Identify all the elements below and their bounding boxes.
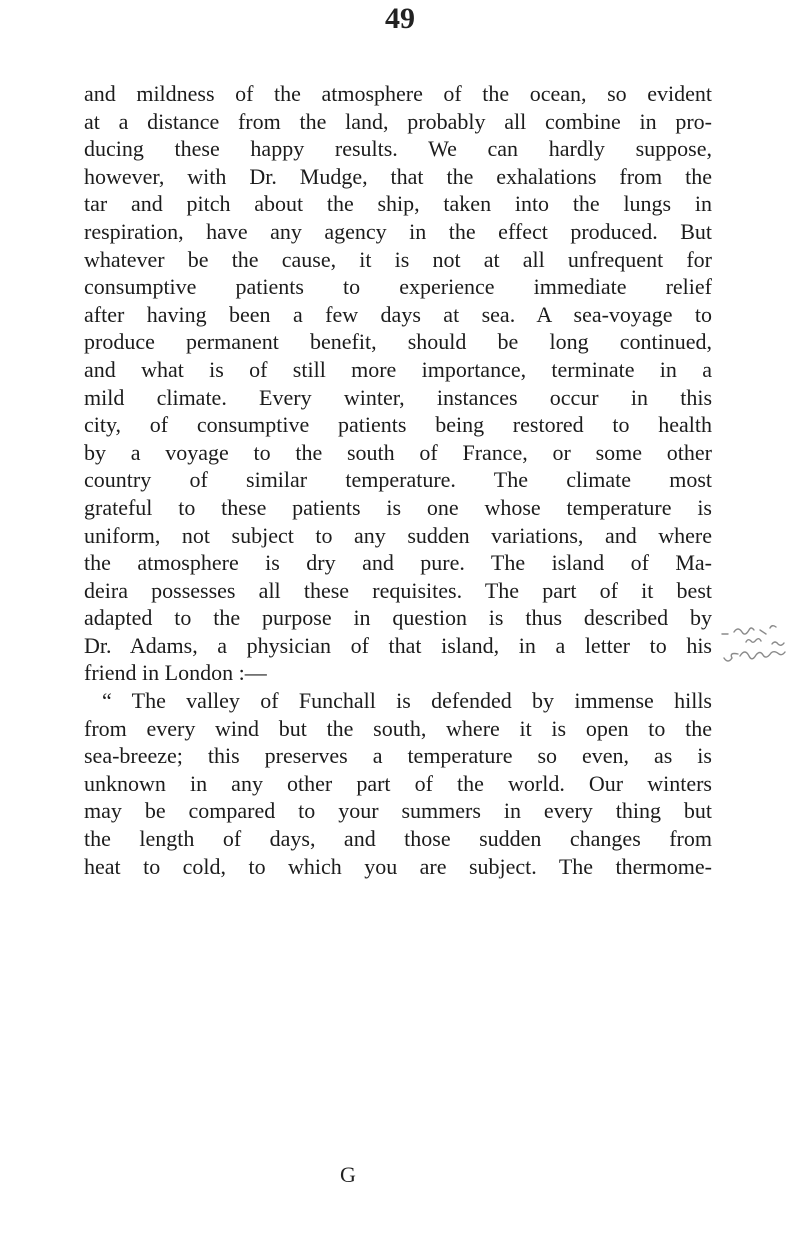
- printer-signature-mark: G: [340, 1162, 356, 1187]
- text-line: and what is of still more importance, terminate in a: [84, 356, 712, 382]
- text-line: and mildness of the atmosphere of the ocean, so evident: [84, 81, 712, 106]
- text-line: consumptive patients to experience immediate relief: [84, 274, 712, 300]
- text-line: grateful to these patients is one whose temperature is: [84, 494, 712, 520]
- text-line: friend in London :—: [84, 660, 267, 686]
- handwritten-margin-note: [716, 612, 800, 680]
- quote-line: “ The valley of Funchall is defended by immense hills: [102, 688, 712, 714]
- page-number: 49: [385, 2, 415, 35]
- text-line: adapted to the purpose in question is thus described by: [84, 605, 712, 631]
- text-line: the atmosphere is dry and pure. The island of Ma-: [84, 550, 712, 576]
- text-line: however, with Dr. Mudge, that the exhalations from the: [84, 163, 712, 189]
- text-line: city, of consumptive patients being restored to health: [84, 412, 712, 438]
- text-line: ducing these happy results. We can hardly suppose,: [84, 136, 712, 162]
- text-line: by a voyage to the south of France, or some other: [84, 439, 712, 465]
- quote-line: sea-breeze; this preserves a temperature so even, as is: [84, 743, 712, 769]
- quote-line: heat to cold, to which you are subject. The thermome-: [84, 853, 712, 879]
- text-line: after having been a few days at sea. A sea-voyage to: [84, 301, 712, 327]
- text-line: deira possesses all these requisites. The part of it best: [84, 577, 712, 603]
- quote-line: from every wind but the south, where it is open to the: [84, 715, 712, 741]
- text-line: tar and pitch about the ship, taken into the lungs in: [84, 191, 712, 217]
- text-line: at a distance from the land, probably all combine in pro-: [84, 108, 712, 134]
- text-line: whatever be the cause, it is not at all unfrequent for: [84, 246, 712, 272]
- text-line: produce permanent benefit, should be long continued,: [84, 329, 712, 355]
- text-line: uniform, not subject to any sudden variations, and where: [84, 522, 712, 548]
- text-line: respiration, have any agency in the effect produced. But: [84, 218, 712, 244]
- quote-line: may be compared to your summers in every thing but: [84, 798, 712, 824]
- body-text: [84, 80, 712, 880]
- quote-line: the length of days, and those sudden changes from: [84, 826, 712, 852]
- text-line: country of similar temperature. The climate most: [84, 467, 712, 493]
- text-line: mild climate. Every winter, instances occur in this: [84, 384, 712, 410]
- quote-line: unknown in any other part of the world. Our winters: [84, 770, 712, 796]
- text-line: Dr. Adams, a physician of that island, in a letter to his: [84, 632, 712, 658]
